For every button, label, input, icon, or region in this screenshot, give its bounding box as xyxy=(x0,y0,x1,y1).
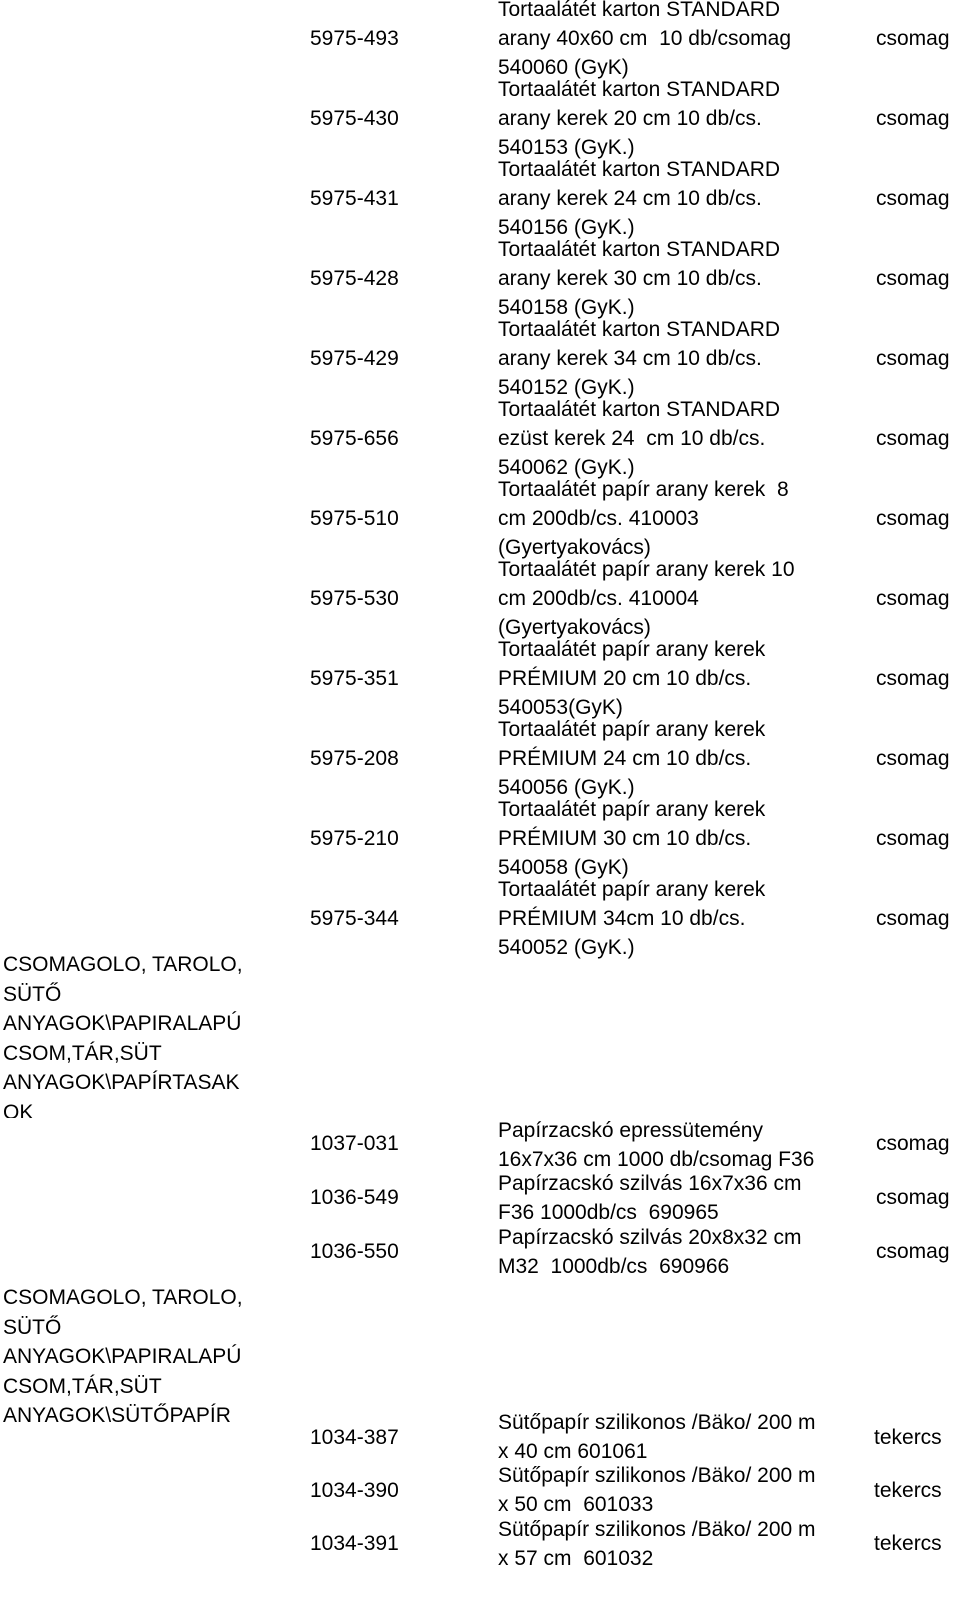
product-unit: csomag xyxy=(876,107,950,130)
product-code: 1037-031 xyxy=(310,1132,399,1155)
product-unit: tekercs xyxy=(874,1479,942,1502)
product-description-line: x 57 cm 601032 xyxy=(498,1547,654,1570)
category-line: ANYAGOK\PAPÍRTASAK xyxy=(3,1071,240,1094)
product-code: 1034-387 xyxy=(310,1426,399,1449)
product-description-line: Tortaalátét karton STANDARD xyxy=(498,158,781,181)
product-description-line: Sütőpapír szilikonos /Bäko/ 200 m xyxy=(498,1464,816,1487)
product-description-line: arany kerek 24 cm 10 db/cs. xyxy=(498,187,762,210)
product-description-line: (Gyertyakovács) xyxy=(498,616,651,639)
product-unit: csomag xyxy=(876,587,950,610)
product-description-line: Tortaalátét papír arany kerek 8 xyxy=(498,478,789,501)
product-description-line: x 50 cm 601033 xyxy=(498,1493,654,1516)
product-description-line: Sütőpapír szilikonos /Bäko/ 200 m xyxy=(498,1518,816,1541)
product-description-line: Papírzacskó szilvás 20x8x32 cm xyxy=(498,1226,802,1249)
product-code: 5975-428 xyxy=(310,267,399,290)
product-description-line: arany kerek 34 cm 10 db/cs. xyxy=(498,347,762,370)
product-code: 5975-351 xyxy=(310,667,399,690)
product-description-line: Tortaalátét karton STANDARD xyxy=(498,238,781,261)
product-description-line: Papírzacskó szilvás 16x7x36 cm xyxy=(498,1172,802,1195)
product-code: 1034-390 xyxy=(310,1479,399,1502)
product-description-line: arany kerek 30 cm 10 db/cs. xyxy=(498,267,762,290)
product-code: 5975-208 xyxy=(310,747,399,770)
product-description-line: Tortaalátét karton STANDARD xyxy=(498,78,781,101)
product-description-line: Tortaalátét papír arany kerek xyxy=(498,878,766,901)
product-code: 5975-429 xyxy=(310,347,399,370)
product-description-line: ezüst kerek 24 cm 10 db/cs. xyxy=(498,427,766,450)
product-code: 5975-210 xyxy=(310,827,399,850)
category-line: CSOM,TÁR,SÜT xyxy=(3,1041,162,1065)
category-line: SÜTŐ xyxy=(3,982,62,1006)
product-description-line: 540058 (GyK) xyxy=(498,856,629,879)
product-code: 1036-550 xyxy=(310,1240,399,1263)
product-description-line: PRÉMIUM 30 cm 10 db/cs. xyxy=(498,827,752,850)
product-code: 1036-549 xyxy=(310,1186,399,1209)
product-description-line: Tortaalátét karton STANDARD xyxy=(498,0,781,21)
product-description-line: 540053(GyK) xyxy=(498,696,623,719)
product-unit: csomag xyxy=(876,907,950,930)
category-line: ANYAGOK\PAPIRALAPÚ xyxy=(3,1345,242,1368)
product-description-line: Tortaalátét papír arany kerek xyxy=(498,798,766,821)
product-description-line: Sütőpapír szilikonos /Bäko/ 200 m xyxy=(498,1411,816,1434)
product-description-line: 540156 (GyK.) xyxy=(498,216,635,239)
product-code: 5975-344 xyxy=(310,907,399,930)
product-unit: csomag xyxy=(876,427,950,450)
product-code: 5975-510 xyxy=(310,507,399,530)
product-description-line: Tortaalátét papír arany kerek 10 xyxy=(498,558,795,581)
product-description-line: cm 200db/cs. 410004 xyxy=(498,587,699,610)
product-unit: csomag xyxy=(876,747,950,770)
product-unit: tekercs xyxy=(874,1426,942,1449)
product-unit: csomag xyxy=(876,27,950,50)
product-description-line: 540153 (GyK.) xyxy=(498,136,635,159)
product-code: 5975-431 xyxy=(310,187,399,210)
product-description-line: x 40 cm 601061 xyxy=(498,1440,648,1463)
product-unit: csomag xyxy=(876,267,950,290)
product-description-line: PRÉMIUM 24 cm 10 db/cs. xyxy=(498,747,752,770)
category-line: CSOMAGOLO, TAROLO, xyxy=(3,953,243,976)
category-line: CSOMAGOLO, TAROLO, xyxy=(3,1286,243,1309)
product-description-line: 540158 (GyK.) xyxy=(498,296,635,319)
product-description-line: Papírzacskó epressütemény xyxy=(498,1119,763,1142)
product-description-line: Tortaalátét karton STANDARD xyxy=(498,398,781,421)
product-description-line: 540062 (GyK.) xyxy=(498,456,635,479)
product-unit: csomag xyxy=(876,1132,950,1155)
product-description-line: Tortaalátét papír arany kerek xyxy=(498,638,766,661)
product-description-line: F36 1000db/cs 690965 xyxy=(498,1201,719,1224)
product-description-line: (Gyertyakovács) xyxy=(498,536,651,559)
product-unit: csomag xyxy=(876,507,950,530)
category-block-paper-bags xyxy=(3,950,303,1118)
product-description-line: cm 200db/cs. 410003 xyxy=(498,507,699,530)
category-line: CSOM,TÁR,SÜT xyxy=(3,1374,162,1398)
product-code: 1034-391 xyxy=(310,1532,399,1555)
category-line: SÜTŐ xyxy=(3,1315,62,1339)
product-description-line: 540052 (GyK.) xyxy=(498,936,635,959)
product-description-line: 540152 (GyK.) xyxy=(498,376,635,399)
product-code: 5975-656 xyxy=(310,427,399,450)
product-description-line: 540056 (GyK.) xyxy=(498,776,635,799)
category-line: OK xyxy=(3,1100,34,1118)
product-description-line: 16x7x36 cm 1000 db/csomag F36 xyxy=(498,1148,815,1171)
product-unit: csomag xyxy=(876,827,950,850)
product-unit: tekercs xyxy=(874,1532,942,1555)
product-code: 5975-493 xyxy=(310,27,399,50)
product-code: 5975-430 xyxy=(310,107,399,130)
product-description-line: arany kerek 20 cm 10 db/cs. xyxy=(498,107,762,130)
product-code: 5975-530 xyxy=(310,587,399,610)
category-line: ANYAGOK\SÜTŐPAPÍR xyxy=(3,1404,231,1427)
product-unit: csomag xyxy=(876,187,950,210)
product-description-line: 540060 (GyK) xyxy=(498,56,629,79)
product-unit: csomag xyxy=(876,667,950,690)
product-unit: csomag xyxy=(876,1240,950,1263)
product-description-line: Tortaalátét papír arany kerek xyxy=(498,718,766,741)
category-line: ANYAGOK\PAPIRALAPÚ xyxy=(3,1012,242,1035)
product-description-line: M32 1000db/cs 690966 xyxy=(498,1255,730,1278)
product-description-line: Tortaalátét karton STANDARD xyxy=(498,318,781,341)
product-unit: csomag xyxy=(876,1186,950,1209)
product-description-line: arany 40x60 cm 10 db/csomag xyxy=(498,27,791,50)
product-description-line: PRÉMIUM 34cm 10 db/cs. xyxy=(498,907,746,930)
product-description-line: PRÉMIUM 20 cm 10 db/cs. xyxy=(498,667,752,690)
category-block-baking-paper xyxy=(3,1283,303,1441)
product-unit: csomag xyxy=(876,347,950,370)
